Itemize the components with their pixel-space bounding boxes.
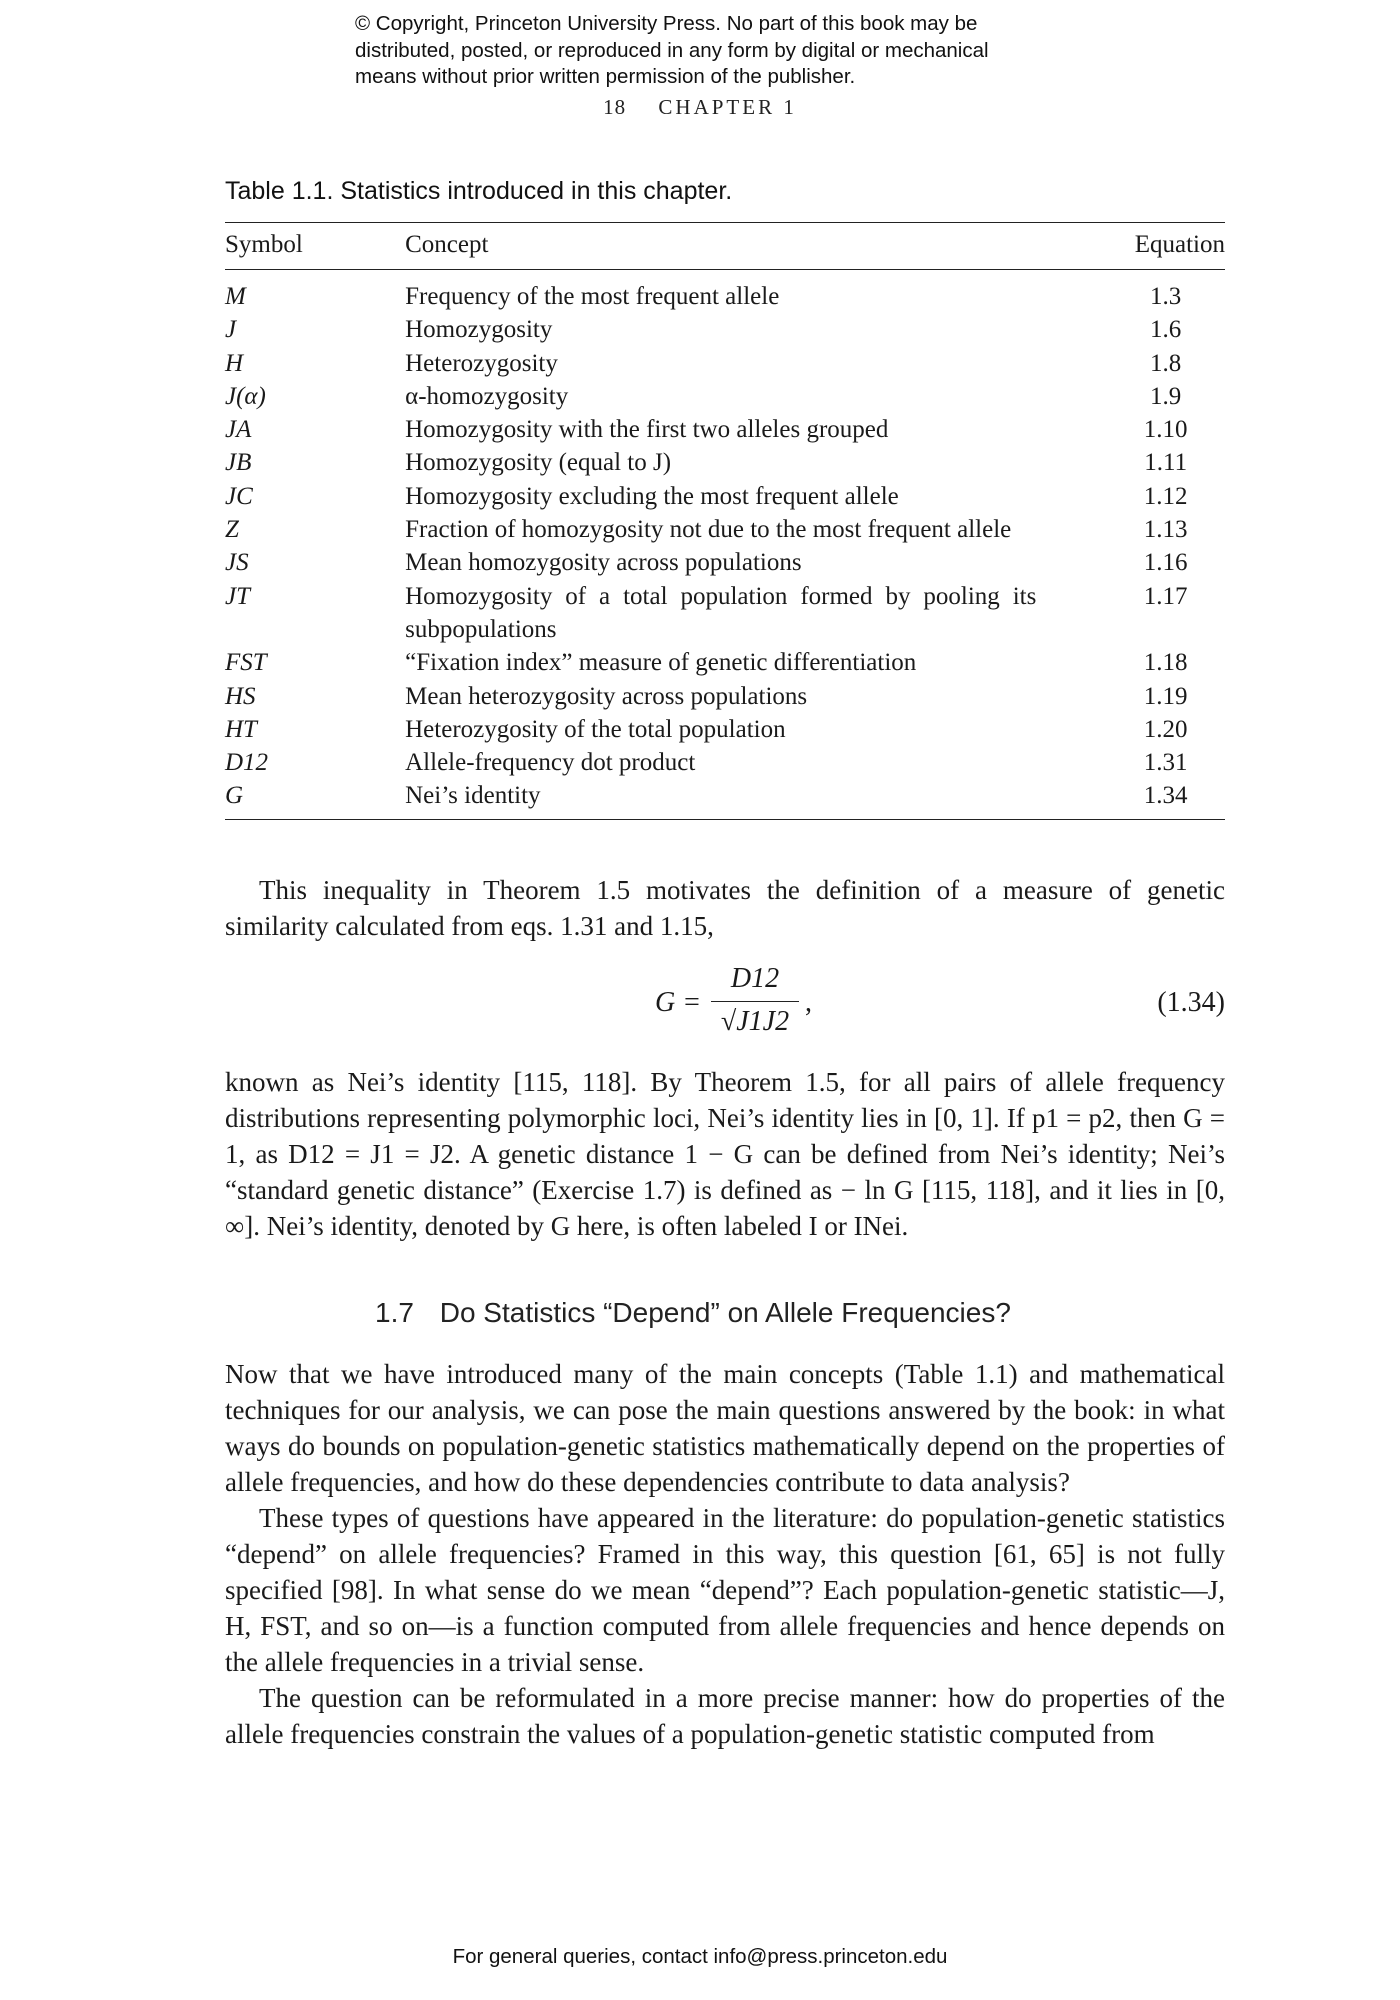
symbol-cell: HT bbox=[225, 715, 257, 743]
equation-cell: 1.31 bbox=[1143, 749, 1188, 777]
table-row bbox=[225, 713, 1225, 746]
concept-cell: Mean homozygosity across populations bbox=[405, 549, 802, 577]
copyright-line: distributed, posted, or reproduced in any form by digital or mechanical bbox=[355, 38, 989, 62]
nei-paragraph: known as Nei’s identity [115, 118]. By Theorem 1.5, for all pairs of allele frequency distributions representing polymorphic loci, Nei’s identity lies in [0, 1]. If p1 = p2, then G = 1, as D12 = J1 = J2. A genetic distance 1 − G can be defined from Nei’s identity; Nei’s “standard genetic distance” (Exercise 1.7) is defined as − ln G [115, 118], and it lies in [0, ∞]. Nei’s identity, denoted by G here, is often labeled I or INei. bbox=[225, 1067, 1225, 1241]
equation-numerator: D12 bbox=[730, 963, 780, 994]
table-row bbox=[225, 270, 1225, 314]
table-row bbox=[225, 347, 1225, 380]
equation-denominator: √J1J2 bbox=[720, 1006, 790, 1037]
equation-cell: 1.11 bbox=[1144, 449, 1188, 477]
equation-cell: 1.12 bbox=[1143, 482, 1188, 510]
section-heading bbox=[375, 1297, 1011, 1329]
page-number: 18 bbox=[603, 95, 627, 119]
table-row bbox=[225, 313, 1225, 346]
equation-cell: 1.20 bbox=[1143, 715, 1188, 743]
symbol-cell: FST bbox=[225, 649, 267, 677]
symbol-cell: G bbox=[225, 779, 405, 819]
table-row bbox=[225, 580, 1225, 647]
table-row bbox=[225, 779, 1225, 819]
equation-cell: 1.13 bbox=[1143, 516, 1188, 544]
symbol-cell: JB bbox=[225, 449, 252, 477]
copyright-line: © Copyright, Princeton University Press. No part of this book may be bbox=[355, 12, 978, 35]
intro-paragraph: This inequality in Theorem 1.5 motivates the definition of a measure of genetic similarity calculated from eqs. 1.31 and 1.15, bbox=[225, 875, 1225, 941]
equation-cell: 1.8 bbox=[1150, 349, 1182, 377]
col-header-symbol: Symbol bbox=[225, 223, 405, 270]
symbol-cell: M bbox=[225, 283, 246, 310]
concept-cell: Frequency of the most frequent allele bbox=[405, 283, 780, 310]
symbol-cell: D12 bbox=[225, 749, 269, 777]
symbol-cell: JC bbox=[225, 482, 253, 510]
table-row bbox=[225, 446, 1225, 479]
equation-cell: 1.16 bbox=[1143, 549, 1188, 577]
equation-cell: 1.19 bbox=[1143, 682, 1188, 710]
section-number: 1.7 bbox=[375, 1297, 414, 1328]
concept-cell: Nei’s identity bbox=[405, 779, 1056, 819]
running-head bbox=[0, 95, 1400, 120]
equation-cell: 1.10 bbox=[1143, 416, 1188, 444]
symbol-cell: Z bbox=[225, 516, 239, 544]
symbol-cell: J(α) bbox=[225, 382, 266, 410]
equation-cell: 1.18 bbox=[1143, 649, 1188, 677]
concept-cell: Allele-frequency dot product bbox=[405, 749, 696, 777]
concept-cell: Homozygosity bbox=[405, 316, 553, 344]
table-row bbox=[225, 380, 1225, 413]
section-paragraph-2: These types of questions have appeared in the literature: do population-genetic statistics “depend” on allele frequencies? Framed in this way, this question [61, 65] is not fully specified [98]. In what sense do we mean “depend”? Each population-genetic statistic—J, H, FST, and so on—is a function computed from allele frequencies and hence depends on the allele frequencies in a trivial sense. bbox=[225, 1503, 1225, 1677]
section-title: Do Statistics “Depend” on Allele Frequencies? bbox=[439, 1297, 1011, 1328]
table-caption: Table 1.1. Statistics introduced in this chapter. bbox=[225, 177, 733, 205]
concept-cell: Homozygosity excluding the most frequent allele bbox=[405, 482, 899, 510]
equation-number: (1.34) bbox=[1157, 987, 1225, 1018]
symbol-cell: J bbox=[225, 316, 237, 344]
concept-cell: α-homozygosity bbox=[405, 382, 569, 410]
equation-fraction bbox=[705, 963, 805, 1038]
equation-cell: 1.9 bbox=[1150, 382, 1182, 410]
concept-cell: Homozygosity with the first two alleles grouped bbox=[405, 416, 889, 444]
section-paragraph-3: The question can be reformulated in a more precise manner: how do properties of the allele frequencies constrain the values of a population-genetic statistic computed from bbox=[225, 1683, 1225, 1749]
equation-cell: 1.34 bbox=[1056, 779, 1225, 819]
equation-lhs: G = bbox=[655, 987, 702, 1018]
equation-comma: , bbox=[805, 987, 812, 1018]
concept-cell: “Fixation index” measure of genetic differentiation bbox=[405, 649, 917, 677]
equation-cell: 1.17 bbox=[1143, 582, 1188, 610]
footer-contact: For general queries, contact info@press.princeton.edu bbox=[452, 1945, 948, 1968]
table-row bbox=[225, 480, 1225, 513]
concept-cell: Homozygosity (equal to J) bbox=[405, 449, 672, 477]
equation-cell: 1.6 bbox=[1150, 316, 1182, 344]
col-header-concept: Concept bbox=[405, 223, 1056, 270]
chapter-label: CHAPTER 1 bbox=[658, 95, 797, 119]
equation-cell: 1.3 bbox=[1150, 283, 1182, 310]
concept-cell: Homozygosity of a total population formed by pooling its subpopulations bbox=[405, 582, 1037, 643]
table-row bbox=[225, 513, 1225, 546]
table-row bbox=[225, 680, 1225, 713]
table-row bbox=[225, 646, 1225, 679]
concept-cell: Mean heterozygosity across populations bbox=[405, 682, 808, 710]
concept-cell: Heterozygosity of the total population bbox=[405, 715, 786, 743]
copyright-line: means without prior written permission of the publisher. bbox=[355, 65, 856, 88]
symbol-cell: JS bbox=[225, 549, 249, 577]
symbol-cell: JT bbox=[225, 582, 250, 610]
symbol-cell: JA bbox=[225, 416, 252, 444]
table-row bbox=[225, 746, 1225, 779]
col-header-equation: Equation bbox=[1056, 223, 1225, 270]
section-paragraph-1: Now that we have introduced many of the main concepts (Table 1.1) and mathematical techniques for our analysis, we can pose the main questions answered by the book: in what ways do bounds on population-genetic statistics mathematically depend on the properties of allele frequencies, and how do these dependencies contribute to data analysis? bbox=[225, 1359, 1225, 1497]
statistics-table bbox=[225, 222, 1225, 820]
table-row bbox=[225, 546, 1225, 579]
symbol-cell: H bbox=[225, 349, 244, 377]
copyright-notice bbox=[355, 11, 1115, 91]
equation-1-34 bbox=[225, 963, 1225, 1053]
concept-cell: Fraction of homozygosity not due to the most frequent allele bbox=[405, 516, 1012, 544]
symbol-cell: HS bbox=[225, 682, 256, 710]
concept-cell: Heterozygosity bbox=[405, 349, 558, 377]
table-row bbox=[225, 413, 1225, 446]
